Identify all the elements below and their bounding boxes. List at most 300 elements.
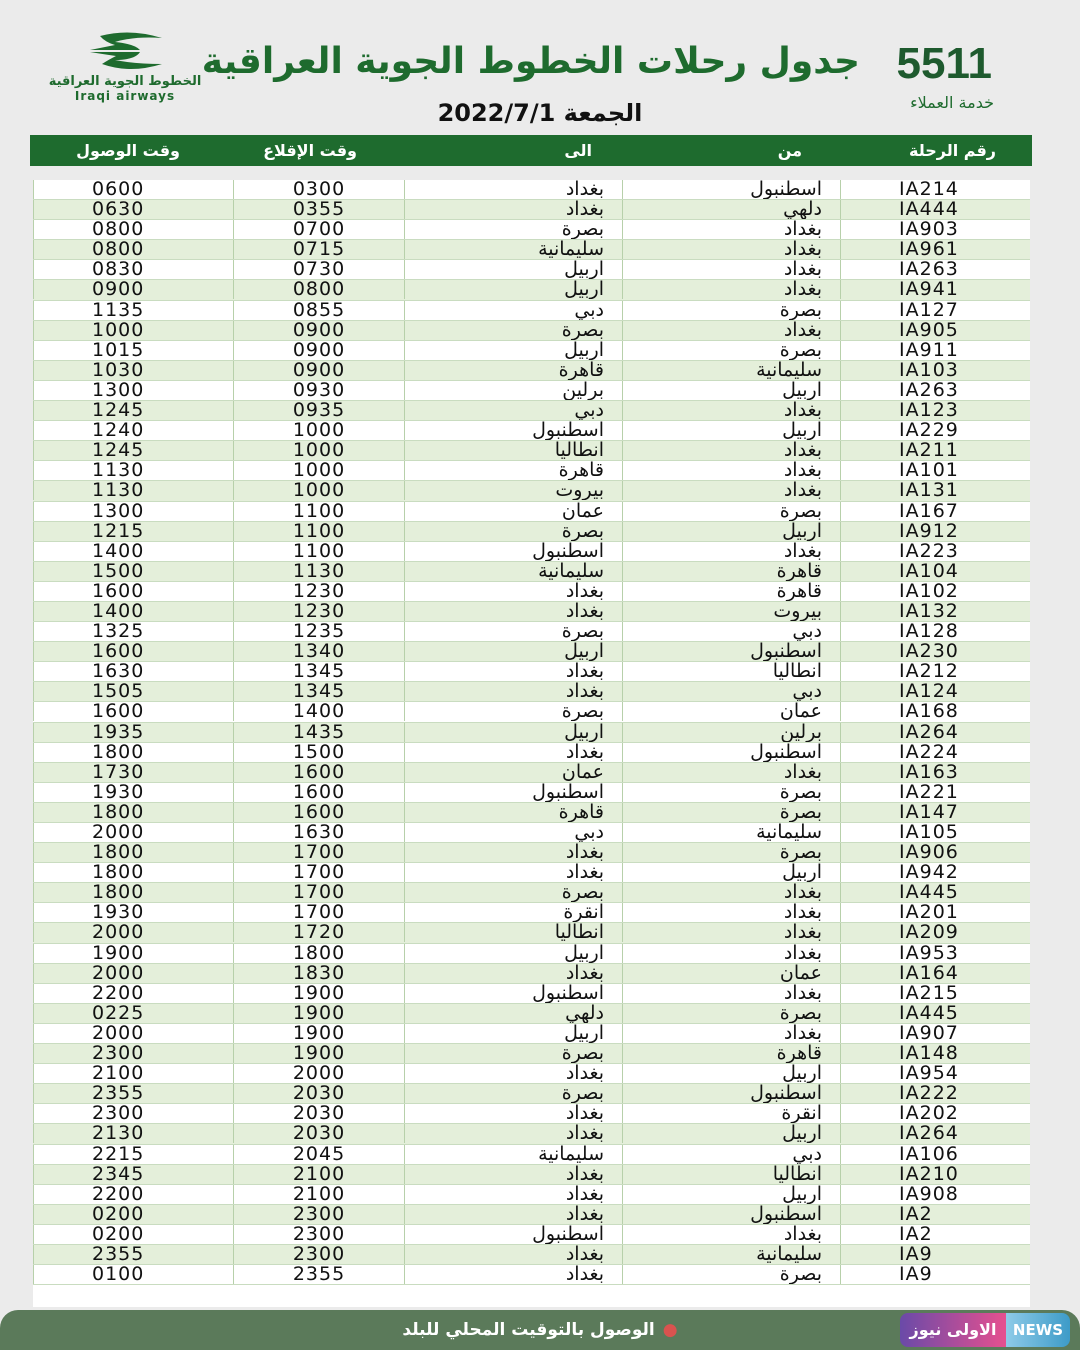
origin: انقرة	[622, 1104, 840, 1123]
arrival-time: 2000	[33, 1024, 233, 1043]
flight-number: IA912	[840, 522, 1030, 541]
origin: بصرة	[622, 502, 840, 521]
arrival-time: 1135	[33, 301, 233, 320]
destination: اسطنبول	[404, 421, 622, 440]
departure-time: 1830	[233, 964, 404, 983]
departure-time: 1700	[233, 843, 404, 862]
arrival-time: 1600	[33, 702, 233, 721]
table-row	[33, 1225, 1030, 1245]
arrival-time: 2100	[33, 1064, 233, 1083]
destination: دبي	[404, 823, 622, 842]
destination: قاهرة	[404, 803, 622, 822]
destination: بغداد	[404, 863, 622, 882]
flight-number: IA147	[840, 803, 1030, 822]
origin: بغداد	[622, 481, 840, 500]
flight-number: IA221	[840, 783, 1030, 802]
destination: بغداد	[404, 180, 622, 199]
arrival-time: 2345	[33, 1165, 233, 1184]
table-row	[33, 461, 1030, 481]
departure-time: 0800	[233, 280, 404, 299]
flight-number: IA953	[840, 944, 1030, 963]
flight-number: IA201	[840, 903, 1030, 922]
departure-time: 2030	[233, 1084, 404, 1103]
origin: اسطنبول	[622, 180, 840, 199]
departure-time: 0730	[233, 260, 404, 279]
destination: اسطنبول	[404, 542, 622, 561]
flight-number: IA2	[840, 1205, 1030, 1224]
origin: اربيل	[622, 421, 840, 440]
destination: بغداد	[404, 1205, 622, 1224]
arrival-time: 1800	[33, 863, 233, 882]
departure-time: 1100	[233, 502, 404, 521]
origin: اربيل	[622, 1124, 840, 1143]
arrival-time: 1325	[33, 622, 233, 641]
departure-time: 2000	[233, 1064, 404, 1083]
table-row	[33, 200, 1030, 220]
arrival-time: 1800	[33, 843, 233, 862]
flight-number: IA445	[840, 883, 1030, 902]
watermark-arabic: الاولى نيوز	[900, 1313, 1006, 1347]
departure-time: 1900	[233, 1004, 404, 1023]
flight-number: IA211	[840, 441, 1030, 460]
origin: انطاليا	[622, 1165, 840, 1184]
destination: انطاليا	[404, 923, 622, 942]
departure-time: 1720	[233, 923, 404, 942]
table-row	[33, 1084, 1030, 1104]
flight-number: IA961	[840, 240, 1030, 259]
arrival-time: 1930	[33, 903, 233, 922]
destination: اسطنبول	[404, 1225, 622, 1244]
table-row	[33, 582, 1030, 602]
destination: اربيل	[404, 260, 622, 279]
flight-number: IA941	[840, 280, 1030, 299]
departure-time: 2300	[233, 1205, 404, 1224]
flight-number: IA907	[840, 1024, 1030, 1043]
origin: سليمانية	[622, 823, 840, 842]
arrival-time: 1900	[33, 944, 233, 963]
departure-time: 1100	[233, 542, 404, 561]
departure-time: 1800	[233, 944, 404, 963]
table-row	[33, 964, 1030, 984]
arrival-time: 1800	[33, 803, 233, 822]
flight-number: IA9	[840, 1245, 1030, 1264]
destination: بغداد	[404, 843, 622, 862]
flight-number: IA906	[840, 843, 1030, 862]
bullet-icon: ●	[662, 1320, 678, 1340]
arrival-time: 1800	[33, 883, 233, 902]
flight-number: IA163	[840, 763, 1030, 782]
table-row	[33, 823, 1030, 843]
departure-time: 0935	[233, 401, 404, 420]
arrival-time: 0600	[33, 180, 233, 199]
destination: سليمانية	[404, 240, 622, 259]
departure-time: 0715	[233, 240, 404, 259]
departure-time: 1000	[233, 441, 404, 460]
destination: بغداد	[404, 1185, 622, 1204]
table-row	[33, 240, 1030, 260]
departure-time: 0355	[233, 200, 404, 219]
departure-time: 1345	[233, 682, 404, 701]
arrival-time: 1800	[33, 743, 233, 762]
flight-number: IA263	[840, 381, 1030, 400]
table-row	[33, 903, 1030, 923]
table-row	[33, 763, 1030, 783]
table-row	[33, 542, 1030, 562]
departure-time: 0700	[233, 220, 404, 239]
destination: بغداد	[404, 1245, 622, 1264]
destination: بغداد	[404, 1165, 622, 1184]
destination: دبي	[404, 401, 622, 420]
arrival-time: 1630	[33, 662, 233, 681]
origin: قاهرة	[622, 582, 840, 601]
destination: بغداد	[404, 602, 622, 621]
destination: بصرة	[404, 702, 622, 721]
destination: دلهي	[404, 1004, 622, 1023]
table-row	[33, 301, 1030, 321]
destination: عمان	[404, 763, 622, 782]
origin: بصرة	[622, 1265, 840, 1284]
origin: بصرة	[622, 803, 840, 822]
destination: بغداد	[404, 964, 622, 983]
table-row	[33, 662, 1030, 682]
origin: برلين	[622, 723, 840, 742]
destination: بغداد	[404, 662, 622, 681]
arrival-time: 1600	[33, 582, 233, 601]
departure-time: 1235	[233, 622, 404, 641]
departure-time: 2030	[233, 1124, 404, 1143]
origin: بغداد	[622, 461, 840, 480]
flight-number: IA224	[840, 743, 1030, 762]
flight-number: IA103	[840, 361, 1030, 380]
origin: بغداد	[622, 280, 840, 299]
table-row	[33, 1185, 1030, 1205]
flight-number: IA102	[840, 582, 1030, 601]
destination: بصرة	[404, 321, 622, 340]
departure-time: 1230	[233, 602, 404, 621]
origin: دبي	[622, 682, 840, 701]
arrival-time: 2000	[33, 964, 233, 983]
table-row	[33, 1064, 1030, 1084]
flight-number: IA106	[840, 1145, 1030, 1164]
departure-time: 1600	[233, 783, 404, 802]
table-row	[33, 421, 1030, 441]
hotline-label: خدمة العملاء	[910, 93, 994, 112]
table-row	[33, 984, 1030, 1004]
flight-number: IA104	[840, 562, 1030, 581]
arrival-time: 2215	[33, 1145, 233, 1164]
schedule-date: الجمعة 2022/7/1	[437, 99, 643, 127]
column-header-arrival: وقت الوصول	[76, 141, 180, 160]
table-row	[33, 1104, 1030, 1124]
column-header-departure: وقت الإقلاع	[263, 141, 357, 160]
destination: بغداد	[404, 682, 622, 701]
logo-english-name: Iraqi airways	[74, 89, 176, 103]
table-row	[33, 1004, 1030, 1024]
departure-time: 1630	[233, 823, 404, 842]
destination: اربيل	[404, 723, 622, 742]
departure-time: 1700	[233, 903, 404, 922]
departure-time: 1600	[233, 763, 404, 782]
arrival-time: 1000	[33, 321, 233, 340]
origin: بغداد	[622, 923, 840, 942]
arrival-time: 2355	[33, 1245, 233, 1264]
destination: انطاليا	[404, 441, 622, 460]
arrival-time: 2200	[33, 984, 233, 1003]
arrival-time: 2130	[33, 1124, 233, 1143]
origin: بغداد	[622, 542, 840, 561]
origin: بصرة	[622, 1004, 840, 1023]
destination: اسطنبول	[404, 984, 622, 1003]
flight-number: IA209	[840, 923, 1030, 942]
origin: دلهي	[622, 200, 840, 219]
flight-number: IA445	[840, 1004, 1030, 1023]
origin: عمان	[622, 964, 840, 983]
arrival-time: 1215	[33, 522, 233, 541]
table-row	[33, 441, 1030, 461]
origin: بغداد	[622, 240, 840, 259]
departure-time: 2045	[233, 1145, 404, 1164]
flight-number: IA212	[840, 662, 1030, 681]
watermark-english: NEWS	[1006, 1313, 1070, 1347]
table-row	[33, 341, 1030, 361]
departure-time: 0900	[233, 321, 404, 340]
departure-time: 1100	[233, 522, 404, 541]
departure-time: 2100	[233, 1165, 404, 1184]
flight-number: IA911	[840, 341, 1030, 360]
origin: اسطنبول	[622, 743, 840, 762]
departure-time: 1000	[233, 481, 404, 500]
flight-number: IA105	[840, 823, 1030, 842]
airline-emblem-icon	[80, 30, 170, 70]
flight-number: IA223	[840, 542, 1030, 561]
origin: بصرة	[622, 341, 840, 360]
flight-number: IA9	[840, 1265, 1030, 1284]
news-watermark-logo	[900, 1313, 1070, 1347]
flight-number: IA124	[840, 682, 1030, 701]
flight-number: IA905	[840, 321, 1030, 340]
arrival-time: 0900	[33, 280, 233, 299]
origin: اربيل	[622, 522, 840, 541]
flight-number: IA215	[840, 984, 1030, 1003]
flight-number: IA229	[840, 421, 1030, 440]
table-row	[33, 1265, 1030, 1285]
destination: اربيل	[404, 1024, 622, 1043]
origin: بغداد	[622, 944, 840, 963]
flight-number: IA2	[840, 1225, 1030, 1244]
departure-time: 2030	[233, 1104, 404, 1123]
arrival-time: 1240	[33, 421, 233, 440]
destination: اربيل	[404, 341, 622, 360]
flight-number: IA164	[840, 964, 1030, 983]
arrival-time: 1015	[33, 341, 233, 360]
departure-time: 2300	[233, 1245, 404, 1264]
arrival-time: 2200	[33, 1185, 233, 1204]
departure-time: 1700	[233, 863, 404, 882]
origin: اربيل	[622, 381, 840, 400]
arrival-time: 1130	[33, 461, 233, 480]
arrival-time: 0830	[33, 260, 233, 279]
destination: سليمانية	[404, 562, 622, 581]
arrival-time: 2300	[33, 1104, 233, 1123]
table-row	[33, 381, 1030, 401]
arrival-time: 1935	[33, 723, 233, 742]
table-row	[33, 481, 1030, 501]
destination: بصرة	[404, 883, 622, 902]
arrival-time: 1400	[33, 602, 233, 621]
origin: بغداد	[622, 1225, 840, 1244]
flight-number: IA123	[840, 401, 1030, 420]
origin: بغداد	[622, 1024, 840, 1043]
destination: اسطنبول	[404, 783, 622, 802]
arrival-time: 1505	[33, 682, 233, 701]
destination: بغداد	[404, 1064, 622, 1083]
origin: بيروت	[622, 602, 840, 621]
arrival-time: 1130	[33, 481, 233, 500]
origin: دبي	[622, 1145, 840, 1164]
flight-schedule-table	[33, 180, 1030, 1307]
flight-number: IA101	[840, 461, 1030, 480]
destination: بغداد	[404, 582, 622, 601]
arrival-time: 1400	[33, 542, 233, 561]
origin: اربيل	[622, 1064, 840, 1083]
departure-time: 0855	[233, 301, 404, 320]
departure-time: 2100	[233, 1185, 404, 1204]
departure-time: 1900	[233, 1044, 404, 1063]
table-row	[33, 1044, 1030, 1064]
origin: بصرة	[622, 843, 840, 862]
departure-time: 1435	[233, 723, 404, 742]
table-row	[33, 1124, 1030, 1144]
arrival-time: 1930	[33, 783, 233, 802]
departure-time: 0900	[233, 341, 404, 360]
arrival-time: 2000	[33, 923, 233, 942]
arrival-time: 0100	[33, 1265, 233, 1284]
origin: بغداد	[622, 220, 840, 239]
flight-number: IA168	[840, 702, 1030, 721]
flight-number: IA167	[840, 502, 1030, 521]
table-row	[33, 1205, 1030, 1225]
departure-time: 1900	[233, 1024, 404, 1043]
table-row	[33, 743, 1030, 763]
origin: اسطنبول	[622, 1205, 840, 1224]
origin: بغداد	[622, 441, 840, 460]
arrival-time: 1300	[33, 502, 233, 521]
flight-number: IA444	[840, 200, 1030, 219]
destination: قاهرة	[404, 361, 622, 380]
origin: انطاليا	[622, 662, 840, 681]
origin: بغداد	[622, 401, 840, 420]
origin: بصرة	[622, 301, 840, 320]
arrival-time: 1730	[33, 763, 233, 782]
destination: بغداد	[404, 200, 622, 219]
origin: بغداد	[622, 763, 840, 782]
table-row	[33, 522, 1030, 542]
origin: بغداد	[622, 321, 840, 340]
origin: سليمانية	[622, 1245, 840, 1264]
arrival-time: 1600	[33, 642, 233, 661]
departure-time: 1000	[233, 421, 404, 440]
destination: انقرة	[404, 903, 622, 922]
logo-arabic-name: الخطوط الجوية العراقية	[48, 74, 202, 89]
flight-number: IA202	[840, 1104, 1030, 1123]
origin: بصرة	[622, 783, 840, 802]
arrival-time: 1245	[33, 441, 233, 460]
flight-number: IA131	[840, 481, 1030, 500]
departure-time: 1900	[233, 984, 404, 1003]
page-title: جدول رحلات الخطوط الجوية العراقية	[201, 41, 860, 82]
destination: بغداد	[404, 743, 622, 762]
table-row	[33, 702, 1030, 722]
table-row	[33, 1145, 1030, 1165]
column-header-to: الى	[564, 141, 592, 160]
origin: بغداد	[622, 903, 840, 922]
destination: بيروت	[404, 481, 622, 500]
flight-number: IA263	[840, 260, 1030, 279]
flight-number: IA148	[840, 1044, 1030, 1063]
departure-time: 1400	[233, 702, 404, 721]
origin: سليمانية	[622, 361, 840, 380]
arrival-time: 0800	[33, 240, 233, 259]
table-row	[33, 502, 1030, 522]
origin: اربيل	[622, 1185, 840, 1204]
table-row	[33, 280, 1030, 300]
destination: برلين	[404, 381, 622, 400]
arrival-time: 1500	[33, 562, 233, 581]
arrival-time: 0630	[33, 200, 233, 219]
table-row	[33, 723, 1030, 743]
column-header-from: من	[777, 141, 802, 160]
column-header-flight: رقم الرحلة	[908, 141, 996, 160]
destination: اربيل	[404, 944, 622, 963]
origin: اسطنبول	[622, 1084, 840, 1103]
destination: بصرة	[404, 1084, 622, 1103]
table-row	[33, 923, 1030, 943]
table-row	[33, 783, 1030, 803]
table-row	[33, 1165, 1030, 1185]
flight-number: IA264	[840, 1124, 1030, 1143]
hotline-number: 5511	[896, 39, 992, 88]
arrival-time: 0200	[33, 1205, 233, 1224]
origin: بغداد	[622, 260, 840, 279]
departure-time: 2300	[233, 1225, 404, 1244]
table-row	[33, 944, 1030, 964]
departure-time: 1500	[233, 743, 404, 762]
table-row	[33, 843, 1030, 863]
origin: اسطنبول	[622, 642, 840, 661]
arrival-time: 2000	[33, 823, 233, 842]
table-row	[33, 220, 1030, 240]
destination: بصرة	[404, 522, 622, 541]
arrival-time: 0225	[33, 1004, 233, 1023]
departure-time: 1130	[233, 562, 404, 581]
destination: بغداد	[404, 1124, 622, 1143]
origin: دبي	[622, 622, 840, 641]
table-row	[33, 642, 1030, 662]
arrival-time: 1030	[33, 361, 233, 380]
destination: سليمانية	[404, 1145, 622, 1164]
flight-number: IA908	[840, 1185, 1030, 1204]
table-row	[33, 401, 1030, 421]
destination: بغداد	[404, 1104, 622, 1123]
table-row	[33, 1024, 1030, 1044]
flight-number: IA128	[840, 622, 1030, 641]
flight-number: IA214	[840, 180, 1030, 199]
footer-text: الوصول بالتوقيت المحلي للبلد	[402, 1320, 655, 1340]
departure-time: 0900	[233, 361, 404, 380]
origin: عمان	[622, 702, 840, 721]
table-row	[33, 361, 1030, 381]
table-row	[33, 602, 1030, 622]
